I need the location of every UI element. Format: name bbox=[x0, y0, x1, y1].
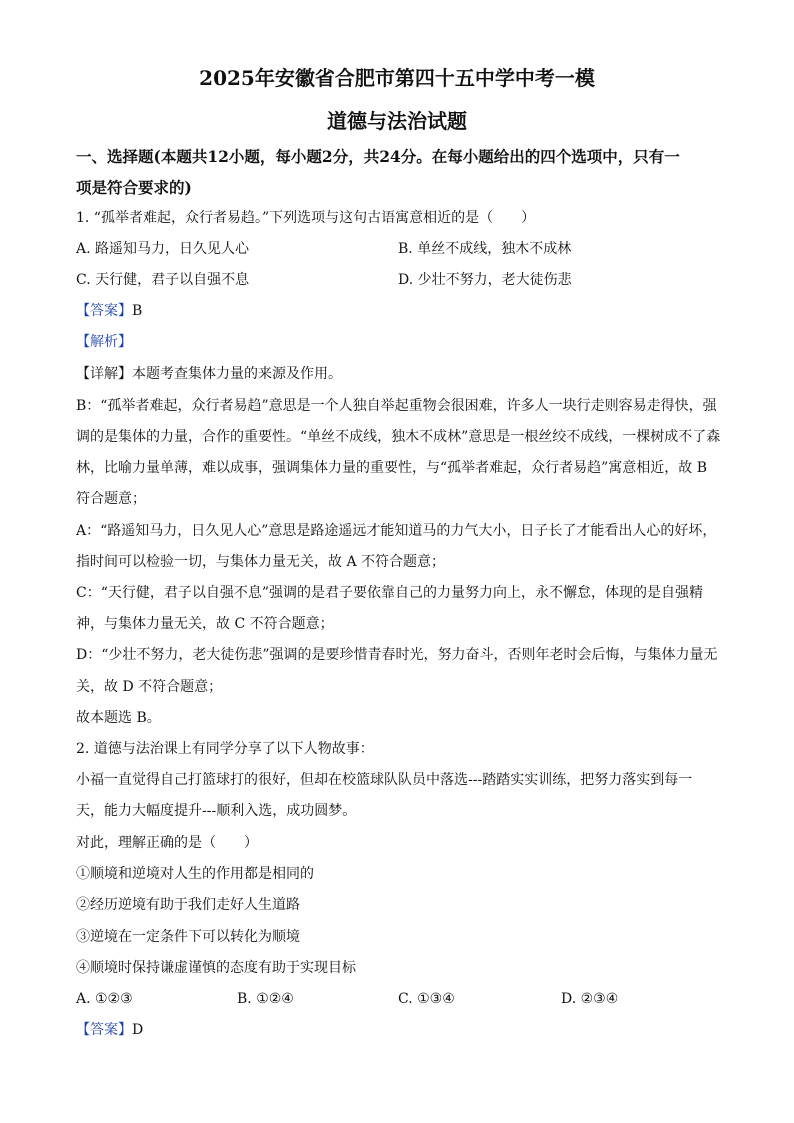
detail-tag: 【详解】 bbox=[76, 366, 132, 382]
q1-analysis bbox=[76, 332, 132, 352]
detail-text: 本题考查集体力量的来源及作用。 bbox=[132, 366, 342, 382]
q1-explain-line: C：“天行健，君子以自强不息”强调的是君子要依靠自己的力量努力向上，永不懈怠，体现的是自强精 bbox=[76, 585, 704, 601]
q2-option-a: A. ①②③ bbox=[76, 991, 133, 1007]
section-heading-line-1: 一、选择题(本题共12小题，每小题2分，共24分。在每小题给出的四个选项中，只有一 bbox=[76, 147, 680, 166]
q1-explain-line: B：“孤举者难起，众行者易趋”意思是一个人独自举起重物会很困难，许多人一块行走则容易走得快，强 bbox=[76, 398, 717, 414]
answer-value: B bbox=[132, 303, 143, 319]
page-title: 2025年安徽省合肥市第四十五中学中考一模 bbox=[199, 66, 595, 90]
q2-answer bbox=[76, 1020, 143, 1040]
q1-explain-line: 调的是集体的力量，合作的重要性。“单丝不成线，独木不成林”意思是一根丝绞不成线，一棵树成不了森 bbox=[76, 429, 721, 445]
q2-option-d: D. ②③④ bbox=[561, 991, 619, 1007]
question-2-stem: 2. 道德与法治课上有同学分享了以下人物故事： bbox=[76, 741, 374, 757]
q1-explain-line: 关，故 D 不符合题意； bbox=[76, 679, 223, 695]
section-heading-line-2: 项是符合要求的) bbox=[76, 178, 192, 197]
q2-ask: 对此，理解正确的是（ ） bbox=[76, 835, 258, 851]
q1-explain-line: 神，与集体力量无关，故 C 不符合题意； bbox=[76, 616, 334, 632]
q1-detail bbox=[76, 364, 342, 384]
page-subtitle: 道德与法治试题 bbox=[327, 109, 467, 133]
q2-item-4: ④顺境时保持谦虚谨慎的态度有助于实现目标 bbox=[76, 960, 356, 976]
q1-explain-line: D：“少壮不努力，老大徒伤悲”强调的是要珍惜青春时光，努力奋斗，否则年老时会后悔，与集体力量无 bbox=[76, 647, 718, 663]
q1-option-d: D. 少壮不努力，老大徒伤悲 bbox=[398, 272, 572, 288]
q2-item-2: ②经历逆境有助于我们走好人生道路 bbox=[76, 897, 300, 913]
q1-explain-line: A：“路遥知马力，日久见人心”意思是路途遥远才能知道马的力气大小，日子长了才能看出人心的好坏， bbox=[76, 523, 717, 539]
q1-conclusion: 故本题选 B。 bbox=[76, 710, 161, 726]
answer-value: D bbox=[132, 1022, 144, 1038]
q2-option-c: C. ①③④ bbox=[398, 991, 455, 1007]
q2-item-1: ①顺境和逆境对人生的作用都是相同的 bbox=[76, 866, 314, 882]
answer-tag: 【答案】 bbox=[76, 1022, 132, 1038]
q1-answer bbox=[76, 301, 142, 321]
analysis-tag: 【解析】 bbox=[76, 334, 132, 350]
q1-option-a: A. 路遥知马力，日久见人心 bbox=[76, 241, 250, 257]
q2-item-3: ③逆境在一定条件下可以转化为顺境 bbox=[76, 929, 300, 945]
q1-option-c: C. 天行健，君子以自强不息 bbox=[76, 272, 250, 288]
q2-story-line: 小福一直觉得自己打篮球打的很好，但却在校篮球队队员中落选---踏踏实实训练，把努力落实到每一 bbox=[76, 772, 693, 788]
q1-explain-line: 林，比喻力量单薄，难以成事，强调集体力量的重要性，与“孤举者难起，众行者易趋”寓意相近，故 B bbox=[76, 460, 708, 476]
q1-explain-line: 符合题意； bbox=[76, 491, 146, 507]
q2-story-line: 天，能力大幅度提升---顺利入选，成功圆梦。 bbox=[76, 803, 357, 819]
answer-tag: 【答案】 bbox=[76, 303, 132, 319]
q1-explain-line: 指时间可以检验一切，与集体力量无关，故 A 不符合题意； bbox=[76, 554, 446, 570]
q2-option-b: B. ①②④ bbox=[237, 991, 294, 1007]
question-1-stem: 1. “孤举者难起，众行者易趋。”下列选项与这句古语寓意相近的是（ ） bbox=[76, 210, 536, 226]
q1-option-b: B. 单丝不成线，独木不成林 bbox=[398, 241, 572, 257]
